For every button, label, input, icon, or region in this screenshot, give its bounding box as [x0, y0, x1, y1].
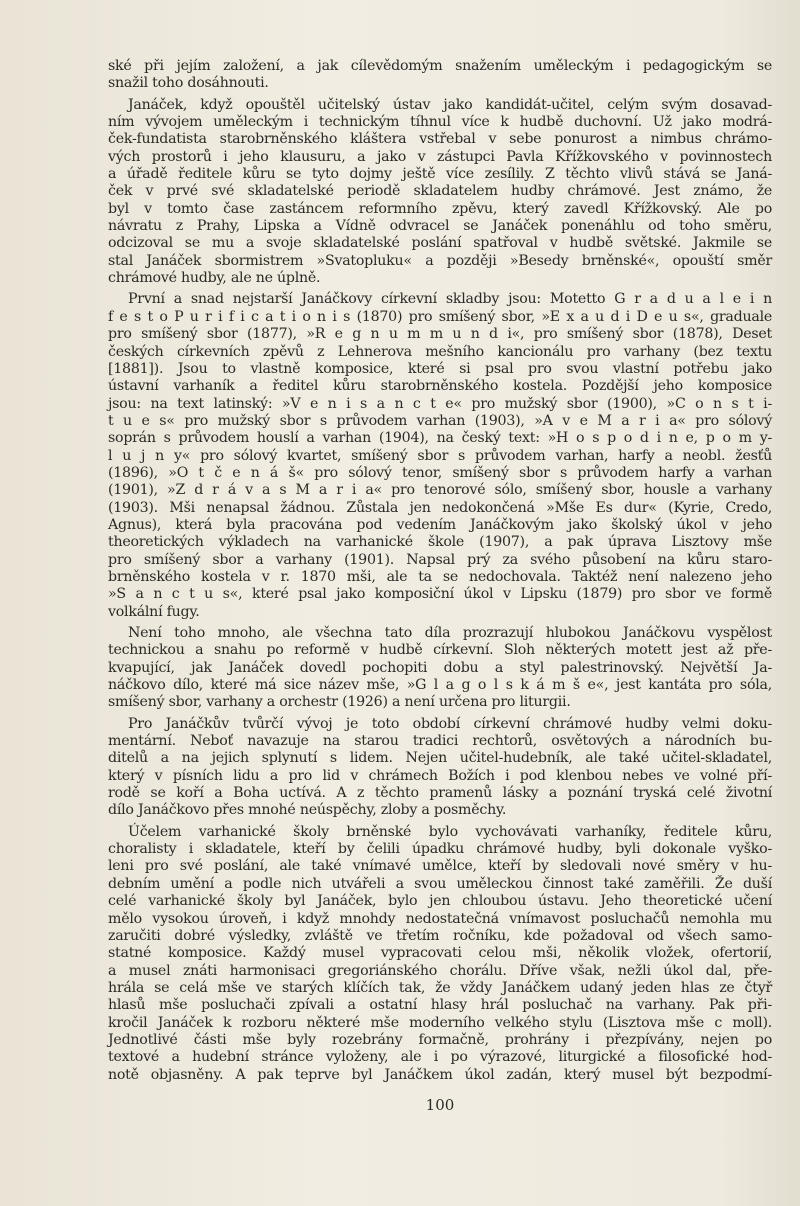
text-line: jsou: na text latinský: »V e n i s a n c t e« pro mužský sbor (1900), »C o n s t i-: [108, 395, 772, 412]
text-line: který v písních lidu a pro lid v chrámech Božích i pod klenbou nebes ve volné pří-: [108, 767, 772, 784]
text-line: byl v tomto čase zastáncem reformního zpěvu, který zavedl Křížkovský. Ale po: [108, 200, 772, 217]
text-line: debním umění a podle nich utvářeli a svou uměleckou činnost také zaměřili. Že duší: [108, 875, 772, 892]
text-line: leni pro své poslání, ale také vnímavé umělce, kteří by sledovali nové směry v hu-: [108, 858, 772, 875]
text-line: mělo vysokou úroveň, i když mnohdy nedostatečná vnímavost posluchačů nemohla mu: [108, 910, 772, 927]
text-line: návratu z Prahy, Lipska a Vídně odvracel se Janáček ponenáhlu od toho směru,: [108, 218, 772, 235]
text-line: choralisty i skladatele, kteří by čelili úpadku chrámové hudby, byli dokonale vyško-: [108, 841, 772, 858]
paragraph: [108, 58, 772, 93]
paragraph: [108, 716, 772, 820]
text-line: notě objasněny. A pak teprve byl Janáčkem úkol zadán, který musel být bezpodmí-: [108, 1066, 772, 1083]
text-line: volkální fugy.: [108, 603, 200, 620]
text-line: hrála se celá mše ve starých klíčích tak, že vždy Janáčkem udaný jeden hlas ze čtyř: [108, 979, 772, 996]
text-line: ústavní varhaník a ředitel kůru starobrněnského kostela. Pozdější jeho komposice: [108, 378, 772, 395]
text-line: kročil Janáček k rozboru některé mše moderního velkého stylu (Lisztova mše c moll).: [108, 1014, 772, 1031]
text-line: náčkovo dílo, které má sice název mše, »G l a g o l s k á m š e«, jest kantáta pro sóla,: [108, 677, 772, 694]
text-line: (1901), »Z d r á v a s M a r i a« pro tenorové sólo, smíšený sbor, housle a varhany: [108, 482, 772, 499]
text-line: (1896), »O t č e n á š« pro sólový tenor, smíšený sbor s průvodem harfy a varhan: [108, 464, 772, 481]
text-line: hlasů mše posluchači zpívali a ostatní hlasy hrál posluchač na varhany. Pak při-: [108, 997, 772, 1014]
text-line: odcizoval se mu a svoje skladatelské poslání spatřoval v hudbě světské. Jakmile se: [108, 235, 772, 252]
text-line: ček-fundatista starobrněnského kláštera vstřebal v sebe ponurost a nimbus chrámo-: [108, 131, 772, 148]
text-line: technickou a snahu po reformě v hudbě církevní. Sloh některých motett jest až pře-: [108, 642, 772, 659]
text-line: brněnského kostela v r. 1870 mši, ale ta se nedochovala. Taktéž není nalezeno jeho: [108, 568, 772, 585]
text-line: mentární. Neboť navazuje na starou tradici rechtorů, osvětových a národních bu-: [108, 733, 772, 750]
text-line: chrámové hudby, ale ne úplně.: [108, 270, 321, 287]
text-line: l u j n y« pro sólový kvartet, smíšený sbor s průvodem varhan, harfy a neobl. žesťů: [108, 447, 772, 464]
body-text: [108, 58, 772, 1088]
text-line: ček v prvé své skladatelské periodě skladatelem hudby chrámové. Jest známo, že: [108, 183, 772, 200]
text-line: Pro Janáčkův tvůrčí vývoj je toto období církevní chrámové hudby velmi doku-: [128, 715, 772, 732]
text-line: »S a n c t u s«, které psal jako komposiční úkol v Lipsku (1879) pro sbor ve formě: [108, 586, 772, 603]
text-line: rodě se koří a Boha uctívá. A z těchto pramenů lásky a poznání tryská celé životní: [108, 785, 772, 802]
text-line: textové a hudební stránce vyloženy, ale i po výrazové, liturgické a filosofické hod-: [108, 1049, 772, 1066]
text-line: První a snad nejstarší Janáčkovy církevní skladby jsou: Motetto G r a d u a l e i n: [128, 291, 772, 308]
text-line: ské při jejím založení, a jak cílevědomým snažením uměleckým i pedagogickým se: [108, 58, 772, 74]
text-line: dílo Janáčkovo přes mnohé neúspěchy, zloby a posměchy.: [108, 802, 507, 819]
text-line: [1881]). Jsou to vlastně komposice, které si psal pro svou vlastní potřebu jako: [108, 360, 772, 377]
text-line: kvapující, jak Janáček dovedl pochopiti dobu a styl palestrinovský. Největší Ja-: [108, 659, 772, 676]
paragraph: [108, 625, 772, 712]
text-line: pro smíšený sbor a varhany (1901). Napsal prý za svého působení na kůru staro-: [108, 551, 772, 568]
text-line: Janáček, když opouštěl učitelský ústav jako kandidát-učitel, celým svým dosavad-: [128, 96, 772, 113]
paragraph: [108, 824, 772, 1084]
text-line: Není toho mnoho, ale všechna tato díla prozrazují hlubokou Janáčkovu vyspělost: [128, 625, 772, 641]
text-line: statné komposice. Každý musel vypracovati celou mši, několik vložek, ofertorií,: [108, 945, 772, 962]
text-line: (1903). Mši nenapsal žádnou. Zůstala jen nedokončená »Mše Es dur« (Kyrie, Credo,: [108, 499, 772, 516]
text-line: Účelem varhanické školy brněnské bylo vychovávati varhaníky, ředitele kůru,: [128, 823, 772, 840]
text-line: Jednotlivé části mše byly rozebrány formačně, prohrány i přezpívány, nejen po: [108, 1031, 772, 1048]
text-line: českých církevních zpěvů z Lehnerova mešního kancionálu pro varhany (bez textu: [108, 343, 772, 360]
text-line: soprán s průvodem houslí a varhan (1904), na český text: »H o s p o d i n e, p o m y-: [108, 430, 772, 447]
page-number: 100: [425, 1096, 455, 1114]
text-line: t u e s« pro mužský sbor s průvodem varhan (1903), »A v e M a r i a« pro sólový: [108, 412, 772, 429]
text-line: snažil toho dosáhnouti.: [108, 75, 269, 92]
text-line: stal Janáček sbormistrem »Svatopluku« a později »Besedy brněnské«, opouští směr: [108, 252, 772, 269]
text-line: pro smíšený sbor (1877), »R e g n u m m u n d i«, pro smíšený sbor (1878), Deset: [108, 326, 772, 343]
text-line: ním vývojem uměleckým i technickým tíhnul více k hudbě duchovní. Už jako modrá-: [108, 114, 772, 131]
text-line: ditelů a na jejich splynutí s lidem. Nejen učitel-hudebník, ale také učitel-skladatel,: [108, 750, 772, 767]
text-line: f e s t o P u r i f i c a t i o n i s (1870) pro smíšený sbor, »E x a u d i D e u s«, graduale: [108, 308, 772, 325]
text-line: a úřadě ředitele kůru se tyto dojmy ještě více zesílily. Z těchto vlivů stává se Janá-: [108, 166, 772, 183]
text-line: vých prostorů i jeho klausuru, a jako v zástupci Pavla Křížkovského v povinnostech: [108, 148, 772, 165]
paragraph: [108, 97, 772, 288]
text-line: zaručiti dobré výsledky, zvláště ve třetím ročníku, kde požadoval od všech samo-: [108, 927, 772, 944]
text-line: theoretických výkladech na varhanické škole (1907), a pak úprava Lisztovy mše: [108, 534, 772, 551]
text-line: celé varhanické školy byl Janáček, bylo jen chloubou ústavu. Jeho theoretické učení: [108, 893, 772, 910]
text-line: smíšený sbor, varhany a orchestr (1926) a není určena pro liturgii.: [108, 694, 571, 711]
paragraph: [108, 291, 772, 621]
text-line: Agnus), která byla pracována pod vedením Janáčkovým jako školský úkol v jeho: [108, 516, 772, 533]
text-line: a musel znáti harmonisaci gregoriánského chorálu. Dříve však, nežli úkol dal, pře-: [108, 962, 772, 979]
